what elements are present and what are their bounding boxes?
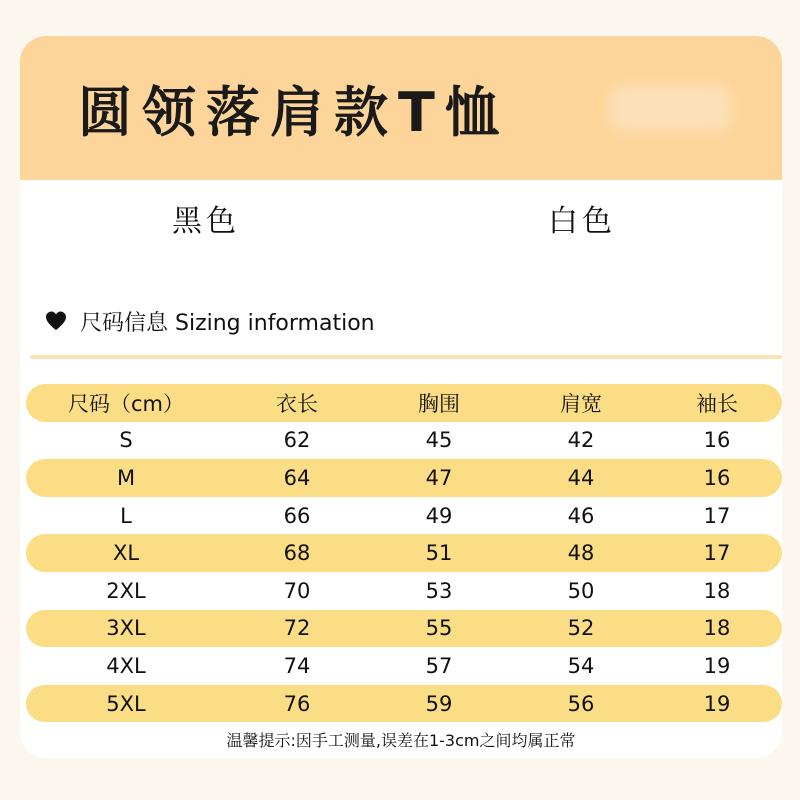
length-cell: 70	[283, 578, 311, 603]
table-row	[26, 572, 782, 610]
shoulder-cell: 50	[567, 578, 595, 603]
size-cell: XL	[112, 541, 140, 566]
sleeve-cell: 19	[703, 653, 731, 678]
chest-cell: 57	[425, 653, 453, 678]
chest-cell: 53	[425, 578, 453, 603]
length-cell: 74	[283, 653, 311, 678]
table-row	[26, 647, 782, 685]
shoulder-cell: 44	[567, 465, 595, 490]
divider	[30, 355, 782, 359]
shoulder-cell: 56	[567, 691, 595, 716]
chest-cell: 47	[425, 465, 453, 490]
shoulder-cell: 42	[567, 428, 595, 453]
size-cell: M	[116, 465, 136, 490]
sleeve-cell: 17	[703, 503, 731, 528]
heart-icon	[44, 309, 68, 333]
column-header-size: 尺码（cm）	[67, 391, 184, 416]
table-row	[26, 497, 782, 535]
sleeve-cell: 16	[703, 428, 731, 453]
blurred-watermark	[610, 86, 730, 130]
color-option-white: 白色	[548, 204, 616, 239]
table-header-row	[26, 384, 782, 422]
size-table	[26, 384, 782, 722]
shoulder-cell: 52	[567, 616, 595, 641]
sizing-info-heading	[44, 304, 375, 338]
table-row	[26, 459, 782, 497]
sleeve-cell: 19	[703, 691, 731, 716]
length-cell: 62	[283, 428, 311, 453]
size-cell: 4XL	[106, 653, 146, 678]
column-header-length: 衣长	[276, 391, 318, 416]
length-cell: 66	[283, 503, 311, 528]
column-header-sleeve: 袖长	[696, 391, 738, 416]
table-row	[26, 685, 782, 723]
size-chart-card	[20, 36, 782, 758]
shoulder-cell: 54	[567, 653, 595, 678]
length-cell: 64	[283, 465, 311, 490]
sizing-info-label: 尺码信息 Sizing information	[80, 310, 375, 336]
length-cell: 68	[283, 541, 311, 566]
table-row	[26, 534, 782, 572]
length-cell: 72	[283, 616, 311, 641]
size-cell: L	[120, 503, 132, 528]
sleeve-cell: 18	[703, 616, 731, 641]
shoulder-cell: 48	[567, 541, 595, 566]
sleeve-cell: 18	[703, 578, 731, 603]
measurement-note: 温馨提示:因手工测量,误差在1-3cm之间均属正常	[226, 731, 576, 750]
chest-cell: 49	[425, 503, 453, 528]
sleeve-cell: 17	[703, 541, 731, 566]
chest-cell: 59	[425, 691, 453, 716]
size-cell: 5XL	[106, 691, 146, 716]
shoulder-cell: 46	[567, 503, 595, 528]
size-cell: 3XL	[106, 616, 146, 641]
chest-cell: 55	[425, 616, 453, 641]
size-cell: 2XL	[106, 578, 146, 603]
length-cell: 76	[283, 691, 311, 716]
header-band	[20, 36, 782, 180]
color-option-black: 黑色	[172, 204, 240, 239]
chest-cell: 51	[425, 541, 453, 566]
size-cell: S	[119, 428, 133, 453]
table-row	[26, 422, 782, 460]
sleeve-cell: 16	[703, 465, 731, 490]
column-header-shoulder: 肩宽	[560, 391, 602, 416]
column-header-chest: 胸围	[418, 391, 460, 416]
chest-cell: 45	[425, 428, 453, 453]
table-row	[26, 610, 782, 648]
product-title: 圆领落肩款T恤	[78, 81, 509, 144]
